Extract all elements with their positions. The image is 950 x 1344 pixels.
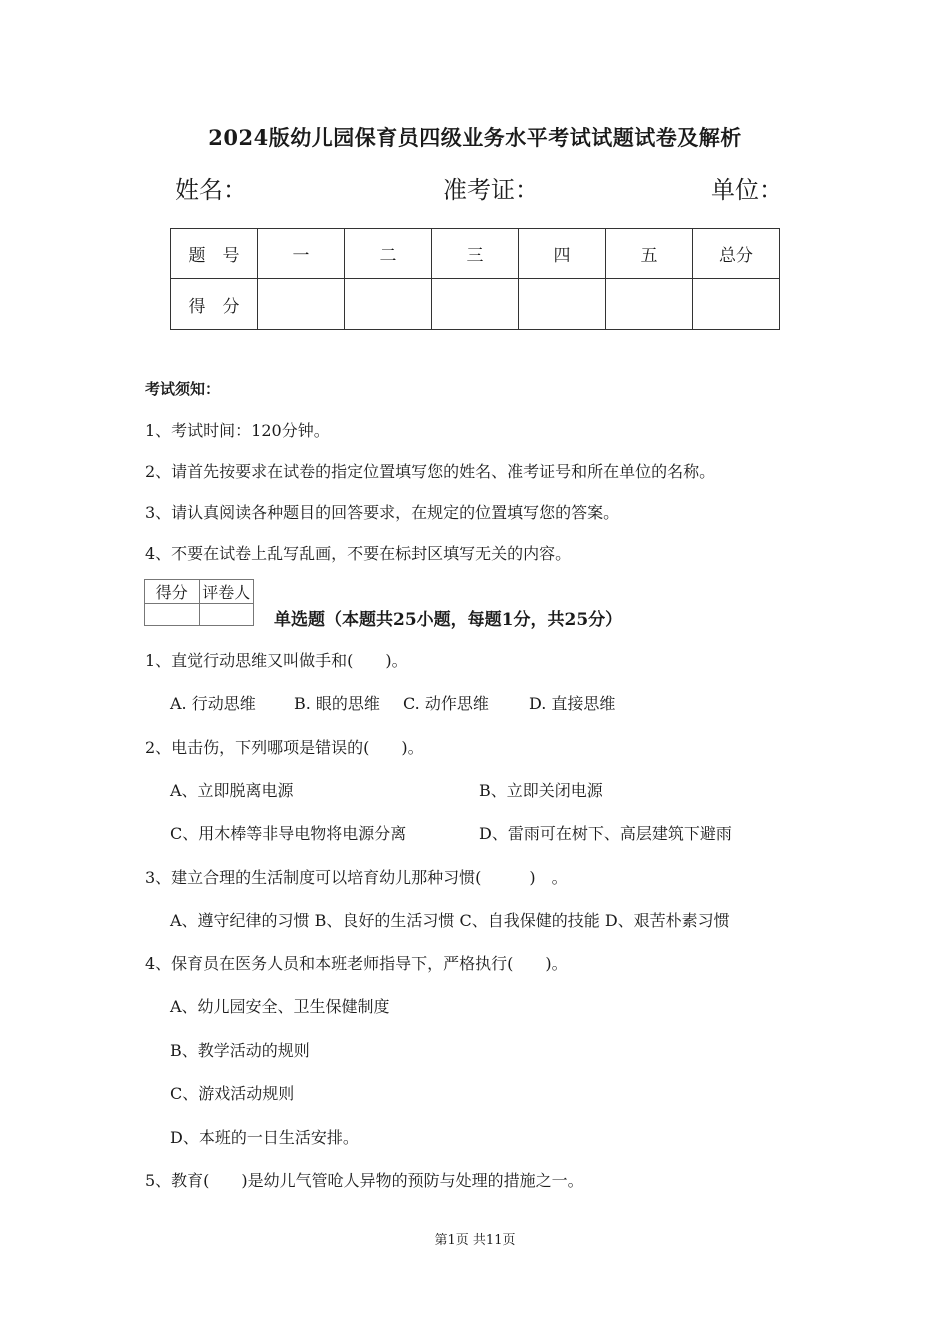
notice-item-3: 3、请认真阅读各种题目的回答要求，在规定的位置填写您的答案。 <box>145 503 620 522</box>
question-1-option-c: C. 动作思维 <box>403 694 489 713</box>
notice-item-1: 1、考试时间：120分钟。 <box>145 421 330 440</box>
score-cell-1[interactable] <box>258 279 345 330</box>
question-2-option-d: D、雷雨可在树下、高层建筑下避雨 <box>479 824 732 843</box>
question-4-option-d: D、本班的一日生活安排。 <box>170 1128 359 1147</box>
score-table-col-3: 三 <box>432 229 519 279</box>
question-2-option-c: C、用木棒等非导电物将电源分离 <box>170 824 407 843</box>
question-4-option-b: B、教学活动的规则 <box>170 1041 310 1060</box>
question-3-stem: 3、建立合理的生活制度可以培育幼儿那种习惯( ) 。 <box>145 868 568 887</box>
page-title: 2024版幼儿园保育员四级业务水平考试试题试卷及解析 <box>208 125 742 150</box>
score-table-col-total: 总分 <box>693 229 780 279</box>
question-3-options: A、遵守纪律的习惯 B、良好的生活习惯 C、自我保健的技能 D、艰苦朴素习惯 <box>170 911 730 930</box>
question-1-option-a: A. 行动思维 <box>170 694 256 713</box>
notice-item-2: 2、请首先按要求在试卷的指定位置填写您的姓名、准考证号和所在单位的名称。 <box>145 462 716 481</box>
notice-item-4: 4、不要在试卷上乱写乱画，不要在标封区填写无关的内容。 <box>145 544 572 563</box>
score-table-col-5: 五 <box>606 229 693 279</box>
score-table-header-row <box>171 229 780 279</box>
question-2-option-b: B、立即关闭电源 <box>479 781 603 800</box>
notice-heading: 考试须知： <box>145 380 221 398</box>
score-cell-3[interactable] <box>432 279 519 330</box>
section-title: 单选题（本题共25小题，每题1分，共25分） <box>274 610 623 630</box>
grader-score-cell[interactable] <box>145 604 200 626</box>
question-1-stem: 1、直觉行动思维又叫做手和( )。 <box>145 651 408 670</box>
question-5-stem: 5、教育( )是幼儿气管呛人异物的预防与处理的措施之一。 <box>145 1171 584 1190</box>
page-footer: 第1页 共11页 <box>434 1233 516 1248</box>
grader-reviewer-cell[interactable] <box>199 604 254 626</box>
question-1-option-d: D. 直接思维 <box>529 694 616 713</box>
score-cell-2[interactable] <box>345 279 432 330</box>
unit-field-label: 单位： <box>711 176 783 204</box>
name-field-label: 姓名： <box>175 176 247 204</box>
score-table-score-row <box>171 279 780 330</box>
question-4-option-c: C、游戏活动规则 <box>170 1084 295 1103</box>
question-2-option-a: A、立即脱离电源 <box>170 781 294 800</box>
score-table-col-2: 二 <box>345 229 432 279</box>
score-table-label-score: 得 分 <box>171 279 258 330</box>
score-cell-4[interactable] <box>519 279 606 330</box>
score-table-col-4: 四 <box>519 229 606 279</box>
grader-box <box>144 579 254 626</box>
grader-score-label: 得分 <box>145 580 200 604</box>
question-2-stem: 2、电击伤，下列哪项是错误的( )。 <box>145 738 424 757</box>
grader-reviewer-label: 评卷人 <box>199 580 254 604</box>
score-table-col-1: 一 <box>258 229 345 279</box>
score-cell-5[interactable] <box>606 279 693 330</box>
question-4-option-a: A、幼儿园安全、卫生保健制度 <box>170 997 390 1016</box>
question-4-stem: 4、保育员在医务人员和本班老师指导下，严格执行( )。 <box>145 954 568 973</box>
score-cell-total[interactable] <box>693 279 780 330</box>
question-1-option-b: B. 眼的思维 <box>294 694 380 713</box>
exam-id-field-label: 准考证： <box>443 176 539 204</box>
score-table <box>170 228 780 330</box>
score-table-label-question: 题 号 <box>171 229 258 279</box>
